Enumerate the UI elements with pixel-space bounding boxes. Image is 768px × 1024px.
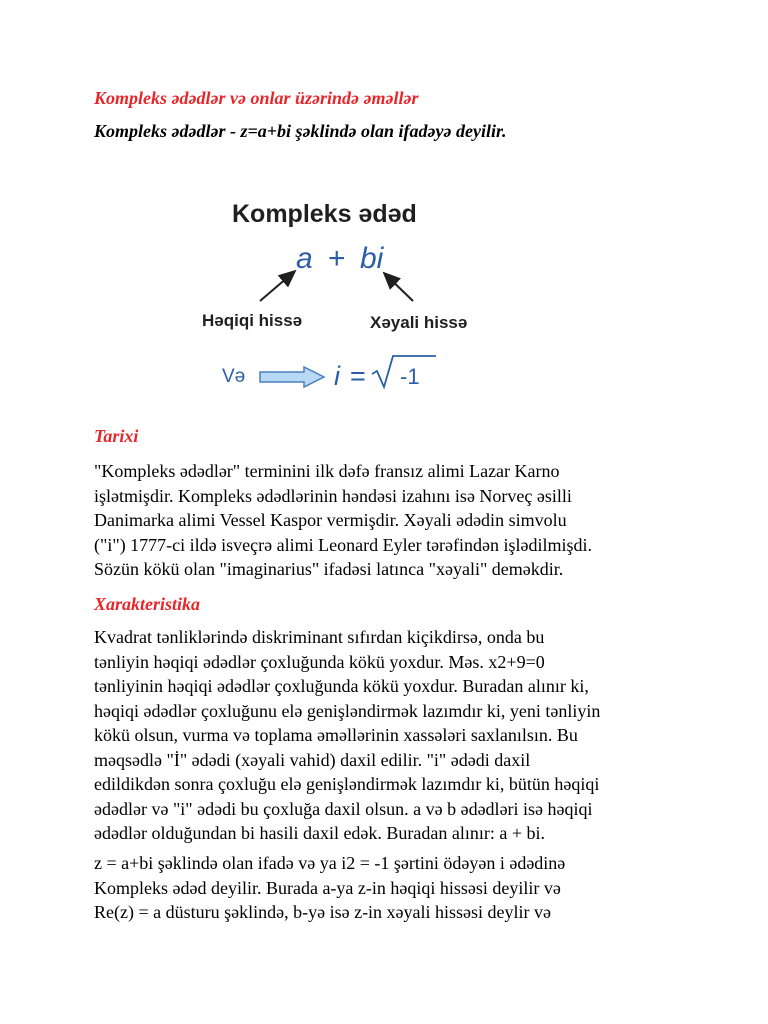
definition-paragraph	[94, 851, 684, 925]
implies-arrow-icon	[260, 367, 324, 387]
sqrt-argument: -1	[400, 364, 420, 389]
paragraph-line: məqsədlə "İ" ədədi (xəyali vahid) daxil edilir. "i" ədədi daxil	[94, 749, 531, 770]
history-paragraph	[94, 459, 684, 582]
paragraph-line: Re(z) = a düsturu şəklində, b-yə isə z-in xəyali hissəsi deylir və	[94, 902, 552, 922]
paragraph-line: Sözün kökü olan "imaginarius" ifadəsi latınca "xəyali" deməkdir.	[94, 559, 564, 579]
paragraph-line: "Kompleks ədədlər" terminini ilk dəfə fransız alimi Lazar Karno	[94, 461, 560, 481]
paragraph-line: z = a+bi şəklində olan ifadə və ya i2 = -1 şərtini ödəyən i ədədinə	[94, 853, 566, 873]
real-part-arrow	[260, 271, 295, 301]
formula-plus: +	[328, 242, 346, 275]
paragraph-line: Kvadrat tənliklərində diskriminant sıfırdan kiçikdirsə, onda bu	[94, 627, 545, 647]
paragraph-line: tənliyin həqiqi ədədlər çoxluğunda kökü yoxdur. Məs. x2+9=0	[94, 651, 545, 672]
section-heading-history: Tarixi	[94, 426, 139, 446]
and-label: Və	[222, 366, 246, 387]
real-part-label: Həqiqi hissə	[202, 311, 303, 330]
i-symbol: i	[334, 361, 340, 391]
paragraph-line: tənliyinin həqiqi ədədlər çoxluğunda kökü yoxdur. Buradan alınır ki,	[94, 676, 589, 696]
imaginary-part-arrow	[384, 273, 413, 301]
paragraph-line: Kompleks ədəd deyilir. Burada a-ya z-in həqiqi hissəsi deyilir və	[94, 877, 561, 898]
paragraph-line: ədədlər və "i" ədədi bu çoxluğa daxil olsun. a və b ədədləri isə həqiqi	[94, 798, 593, 819]
paragraph-line: ("i") 1777-ci ildə isveçrə alimi Leonard Eyler tərəfindən işlədilmişdi.	[94, 534, 593, 555]
equals-sign: =	[350, 361, 366, 391]
document-heading: Kompleks ədədlər və onlar üzərində əməllər	[94, 88, 419, 108]
paragraph-line: edildikdən sonra çoxluğu elə genişləndirmək lazımdır ki, bütün həqiqi	[94, 774, 600, 794]
formula-a: a	[296, 242, 313, 275]
figure-title: Kompleks ədəd	[232, 200, 417, 228]
paragraph-line: həqiqi ədədlər çoxluğunu elə genişləndirmək lazımdır ki, yeni tənliyin	[94, 700, 601, 721]
paragraph-line: Danimarka alimi Vessel Kaspor vermişdir. Xəyali ədədin simvolu	[94, 510, 567, 530]
characteristics-paragraph	[94, 625, 684, 846]
section-heading-characteristics: Xarakteristika	[94, 594, 201, 614]
definition-line: Kompleks ədədlər - z=a+bi şəklində olan ifadəyə deyilir.	[94, 121, 507, 141]
complex-number-figure	[200, 188, 500, 398]
paragraph-line: kökü olsun, vurma və toplama əməllərinin xassələri saxlanılsın. Bu	[94, 725, 578, 745]
paragraph-line: ədədlər olduğundan bi hasili daxil edək. Buradan alınır: a + bi.	[94, 823, 546, 843]
imaginary-part-label: Xəyali hissə	[370, 313, 468, 332]
paragraph-line: işlətmişdir. Kompleks ədədlərinin həndəsi izahını isə Norveç əsilli	[94, 485, 572, 506]
formula-bi: bi	[360, 242, 384, 275]
